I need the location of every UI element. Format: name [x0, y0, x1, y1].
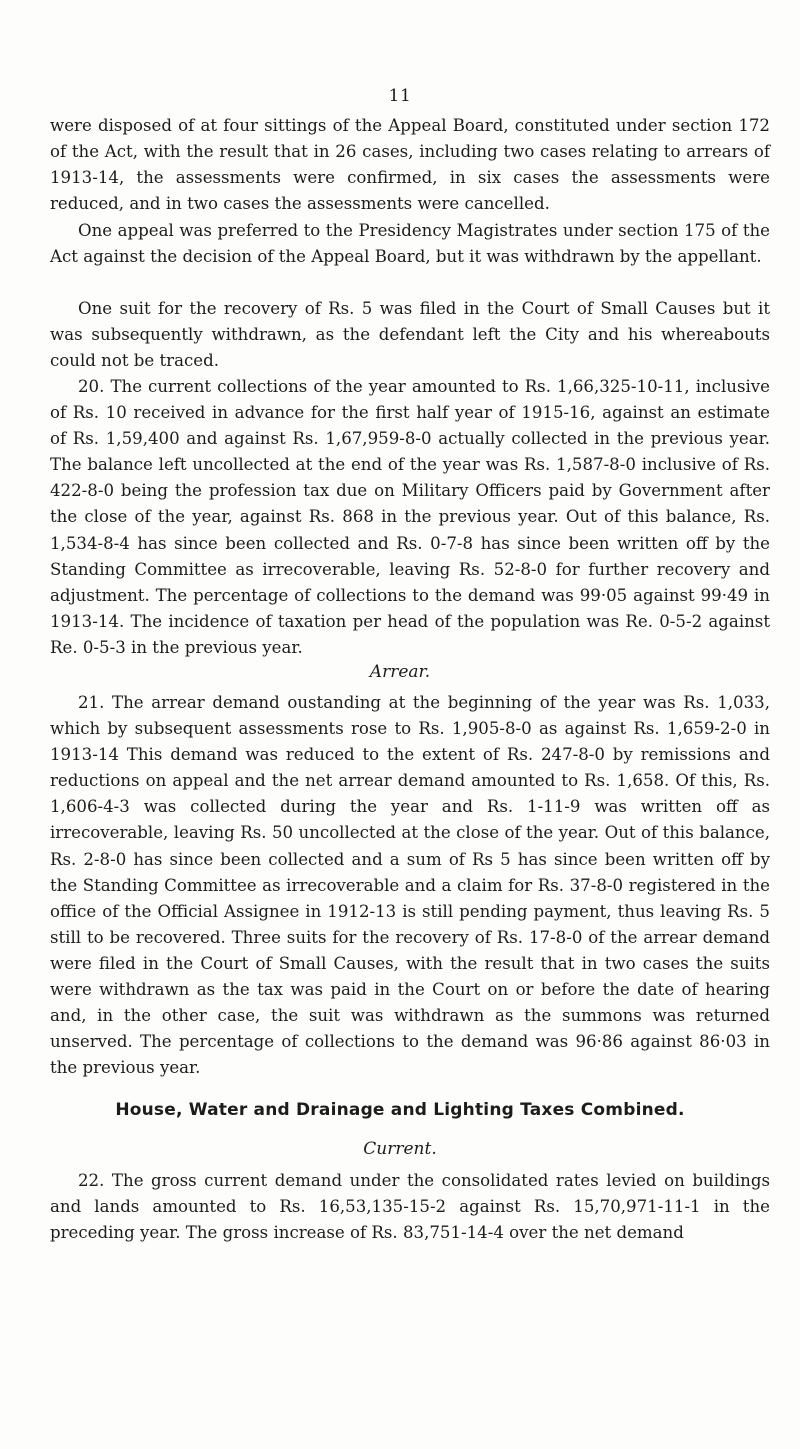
- paragraph-small-causes-suit: [50, 296, 770, 374]
- paragraph-22-gross-demand: [50, 1168, 770, 1246]
- paragraph-text: were disposed of at four sittings of the Appeal Board, constituted under section 172 of the Act, with the result that in 26 cases, including two cases relating to arrears of 1913-14, the assessments were confirmed, in six cases the assessments were reduced, and in two cases the assessments were cancelled.: [50, 116, 770, 214]
- heading-current: Current.: [363, 1139, 437, 1159]
- paragraph-20-current-collections: [50, 374, 770, 661]
- paragraph-text: One suit for the recovery of Rs. 5 was filed in the Court of Small Causes but it was subsequently withdrawn, as the defendant left the City and his whereabouts could not be traced.: [50, 299, 770, 371]
- paragraph-text: 21. The arrear demand oustanding at the beginning of the year was Rs. 1,033, which by subsequent assessments rose to Rs. 1,905-8-0 as against Rs. 1,659-2-0 in 1913-14 This demand was reduced to the extent of Rs. 247-8-0 by remissions and reductions on appeal and the net arrear demand amounted to Rs. 1,658. Of this, Rs. 1,606-4-3 was collected during the year and Rs. 1-11-9 was written off as irrecoverable, leaving Rs. 50 uncollected at the close of the year. Out of this balance, Rs. 2-8-0 has since been collected and a sum of Rs 5 has since been written off by the Standing Committee as irrecoverable and a claim for Rs. 37-8-0 registered in the office of the Official Assignee in 1912-13 is still pending payment, thus leaving Rs. 5 still to be recovered. Three suits for the recovery of Rs. 17-8-0 of the arrear demand were filed in the Court of Small Causes, with the result that in two cases the suits were withdrawn as the tax was paid in the Court on or before the date of hearing and, in the other case, the suit was withdrawn as the summons was returned unserved. The percentage of collections to the demand was 96·86 against 86·03 in the previous year.: [50, 693, 770, 1078]
- paragraph-text: One appeal was preferred to the Presidency Magistrates under section 175 of the Act against the decision of the Appeal Board, but it was withdrawn by the appellant.: [50, 221, 770, 267]
- paragraph-text: 20. The current collections of the year amounted to Rs. 1,66,325-10-11, inclusive of Rs. 10 received in advance for the first half year of 1915-16, against an estimate of Rs. 1,59,400 and against Rs. 1,67,959-8-0 actually collected in the previous year. The balance left uncollected at the end of the year was Rs. 1,587-8-0 inclusive of Rs. 422-8-0 being the profession tax due on Military Officers paid by Government after the close of the year, against Rs. 868 in the previous year. Out of this balance, Rs. 1,534-8-4 has since been collected and Rs. 0-7-8 has since been written off by the Standing Committee as irrecoverable, leaving Rs. 52-8-0 for further recovery and adjustment. The percentage of collections to the demand was 99·05 against 99·49 in 1913-14. The incidence of taxation per head of the population was Re. 0-5-2 against Re. 0-5-3 in the previous year.: [50, 377, 770, 657]
- paragraph-presidency-appeal: [50, 218, 770, 270]
- heading-combined-taxes: House, Water and Drainage and Lighting Taxes Combined.: [115, 1100, 685, 1120]
- paragraph-21-arrear-demand: [50, 690, 770, 1081]
- paragraph-appeal-board: [50, 113, 770, 217]
- heading-arrear: Arrear.: [369, 662, 431, 682]
- page-number: 11: [388, 86, 412, 106]
- paragraph-text: 22. The gross current demand under the consolidated rates levied on buildings and lands amounted to Rs. 16,53,135-15-2 against Rs. 15,70,971-11-1 in the preceding year. The gross increase of Rs. 83,751-14-4 over the net demand: [50, 1171, 770, 1243]
